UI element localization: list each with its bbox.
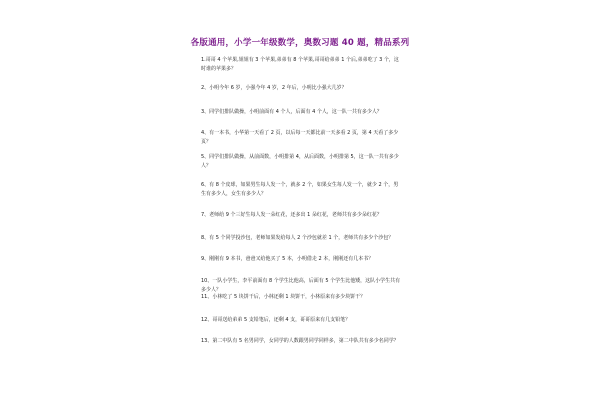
question-7: 7、老师给 9 个三好生每人发一朵红花，还多出 1 朵红花，老师共有多少朵红花？ (201, 212, 382, 218)
question-11: 11、小林吃了 5 块饼干后，小林还剩 1 块饼干，小林原来有多少块饼干？ (201, 294, 366, 300)
question-4: 4、有一本书，小华第一天看了 2 页，以后每一天都比前一天多看 2 页，第 4 天看了多少页？ (201, 130, 399, 145)
question-5: 5、同学们排队做操，从前面数，小明排第 4，从后面数，小明排第 5，这一队一共有多少人？ (201, 154, 399, 169)
question-6: 6、有 8 个皮球，如果男生每人发一个，就多 2 个，如果女生每人发一个，就少 2 个，男生有多少人，女生有多少人？ (201, 182, 399, 197)
question-2: 2、小明今年 6 岁，小强今年 4 岁，2 年后，小明比小强大几岁？ (201, 85, 347, 91)
question-9: 9、刚刚有 9 本书，爸爸又给他买了 5 本，小明借走 2 本，刚刚还有几本书？ (201, 256, 374, 262)
question-3: 3、同学们排队做操，小明前面有 4 个人，后面有 4 个人，这一队一共有多少人？ (201, 109, 382, 115)
page-title: 各版通用，小学一年级数学，奥数习题 40 题，精品系列 (190, 38, 410, 48)
question-1: 1.哥哥 4 个苹果,姐姐有 3 个苹果,弟弟有 8 个苹果,哥哥给弟弟 1 个后,弟弟吃了 3 个，这时谁的苹果多？ (201, 57, 399, 72)
question-13: 13、第二中队有 5 名男同学，女同学的人数跟男同学同样多，第二中队共有多少名同学？ (201, 338, 399, 344)
question-10: 10、一队小学生，李平前面有 8 个学生比他高，后面有 5 个学生比他矮，这队小学生共有多少人？ (201, 278, 401, 293)
question-12: 12、哥哥送给弟弟 5 支铅笔后，还剩 4 支，哥哥原来有几支铅笔？ (201, 317, 351, 323)
question-8: 8、有 5 个同学投沙包，老师如果发给每人 2 个沙包就差 1 个，老师共有多少个沙包？ (201, 235, 394, 241)
